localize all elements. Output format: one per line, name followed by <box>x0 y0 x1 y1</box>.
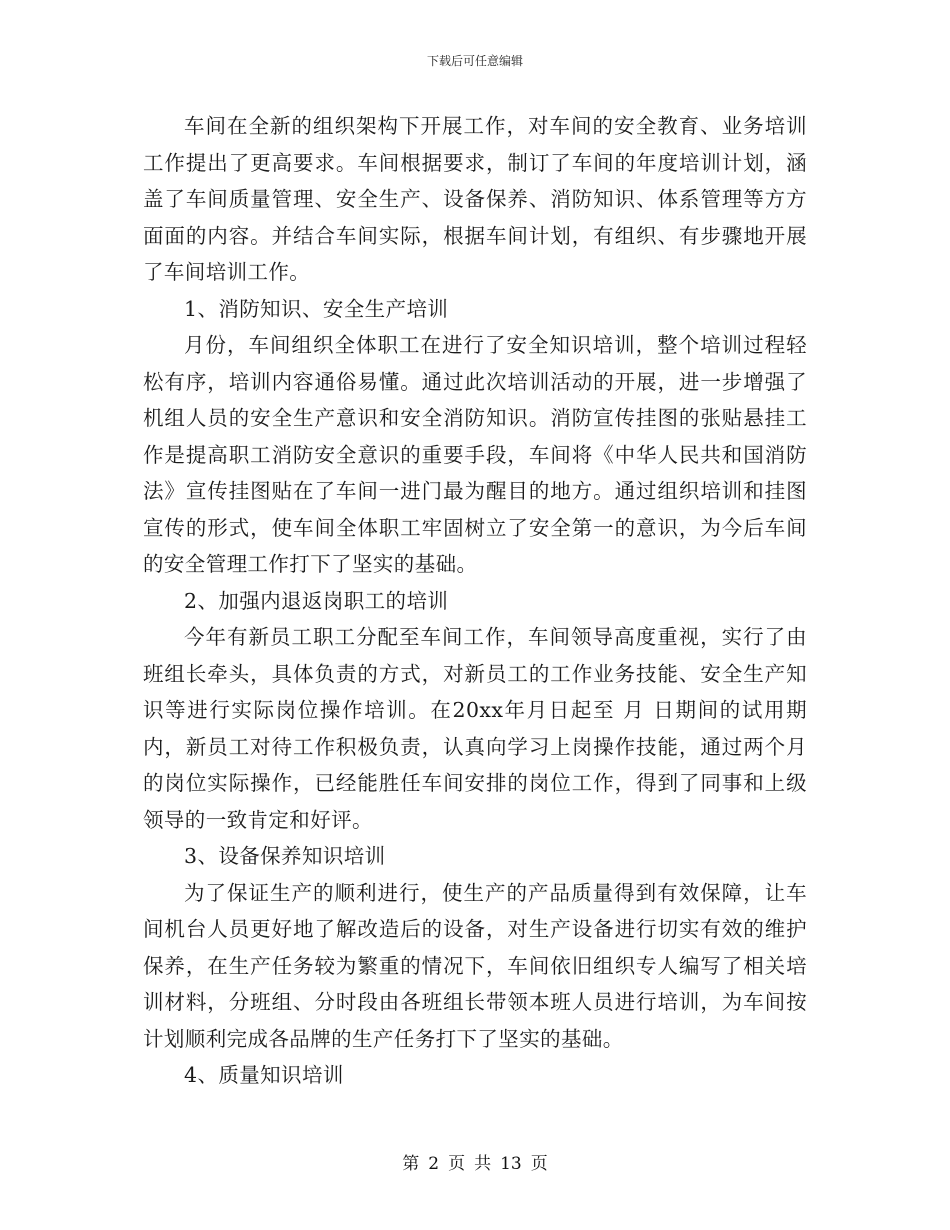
equipment-paragraph: 为了保证生产的顺利进行，使生产的产品质量得到有效保障，让车间机台人员更好地了解改造后的设备，对生产设备进行切实有效的维护保养，在生产任务较为繁重的情况下，车间依旧组织专人编写了相关培训材料，分班组、分时段由各班组长带领本班人员进行培训，为车间按计划顺利完成各品牌的生产任务打下了坚实的基础。 <box>143 880 807 1051</box>
returning-staff-paragraph: 今年有新员工职工分配至车间工作，车间领导高度重视，实行了由班组长牵头，具体负责的方式，对新员工的工作业务技能、安全生产知识等进行实际岗位操作培训。在20xx年月日起至 月 日期间的试用期内，新员工对待工作积极负责，认真向学习上岗操作技能，通过两个月的岗位实际操作，已经能胜任车间安排的岗位工作，得到了同事和上级领导的一致肯定和好评。 <box>143 625 807 832</box>
document-body <box>143 108 807 1094</box>
total-prefix: 共 <box>474 1154 492 1174</box>
page-word: 页 <box>448 1154 466 1174</box>
section-heading-equipment: 3、设备保养知识培训 <box>184 844 386 868</box>
section-heading-fire-safety: 1、消防知识、安全生产培训 <box>184 296 449 321</box>
intro-paragraph: 车间在全新的组织架构下开展工作，对车间的安全教育、业务培训工作提出了更高要求。车间根据要求，制订了车间的年度培训计划，涵盖了车间质量管理、安全生产、设备保养、消防知识、体系管理等方方面面的内容。并结合车间实际，根据车间计划，有组织、有步骤地开展了车间培训工作。 <box>143 114 807 284</box>
total-page-count: 13 <box>500 1154 522 1174</box>
current-page-number: 2 <box>428 1154 440 1174</box>
section-heading-returning-staff: 2、加强内退返岗职工的培训 <box>184 588 449 613</box>
page-prefix: 第 <box>402 1154 420 1174</box>
fire-safety-paragraph: 月份，车间组织全体职工在进行了安全知识培训，整个培训过程轻松有序，培训内容通俗易懂。通过此次培训活动的开展，进一步增强了机组人员的安全生产意识和安全消防知识。消防宣传挂图的张贴悬挂工作是提高职工消防安全意识的重要手段，车间将《中华人民共和国消防法》宣传挂图贴在了车间一进门最为醒目的地方。通过组织培训和挂图宣传的形式，使车间全体职工牢固树立了安全第一的意识，为今后车间的安全管理工作打下了坚实的基础。 <box>143 333 807 576</box>
page-footer <box>0 1153 950 1175</box>
page-header: 下载后可任意编辑 <box>426 54 523 68</box>
page-suffix: 页 <box>530 1154 548 1174</box>
section-heading-quality: 4、质量知识培训 <box>184 1063 344 1087</box>
